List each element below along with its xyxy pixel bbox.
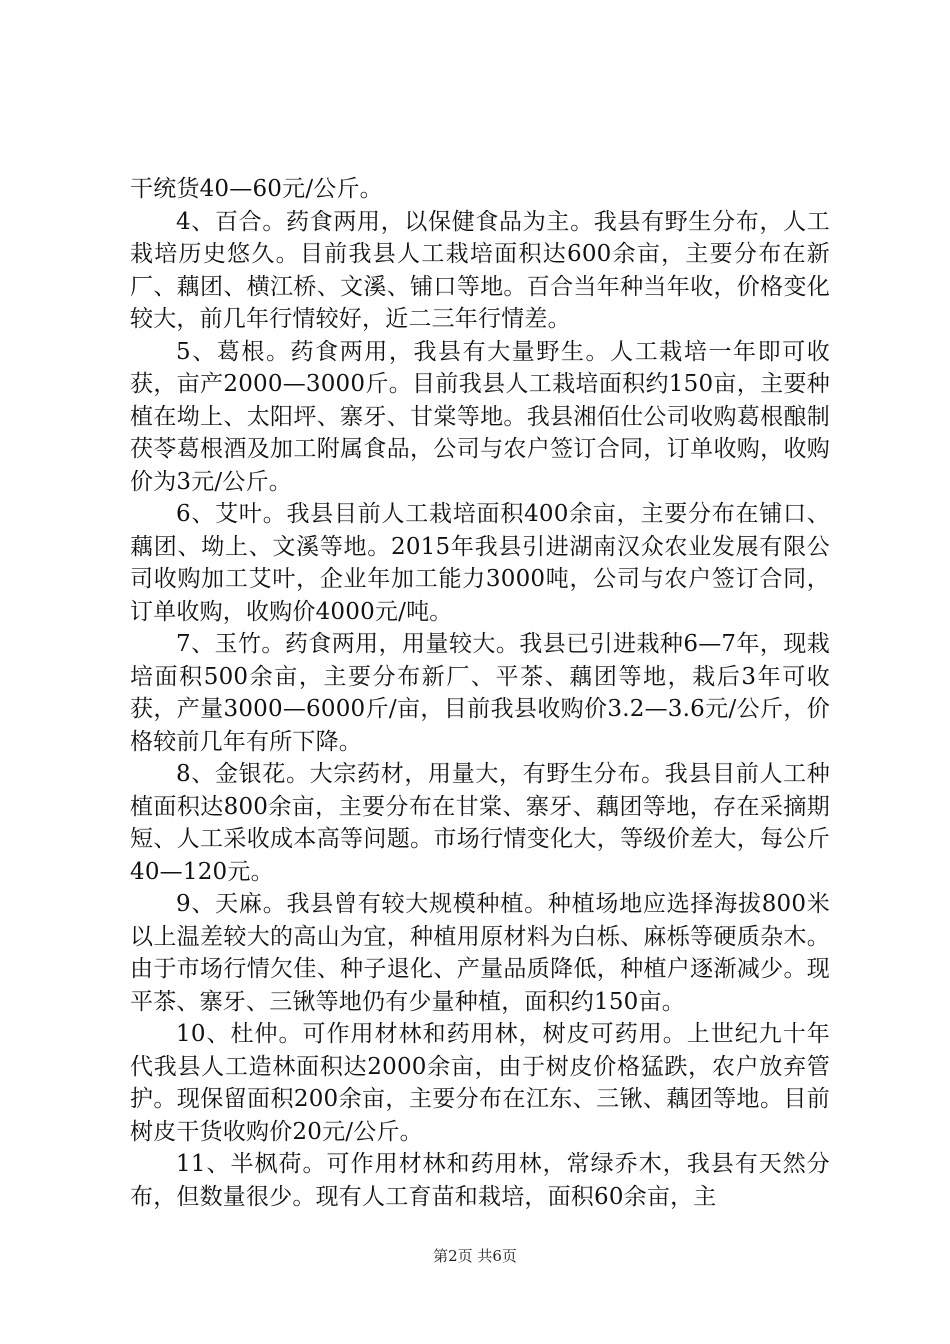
- paragraph-item-8-honeysuckle: 8、金银花。大宗药材，用量大，有野生分布。我县目前人工种植面积达800余亩，主要分布在甘棠、寨牙、藕团等地，存在采摘期短、人工采收成本高等问题。市场行情变化大，等级价差大，每公斤40—120元。: [130, 761, 830, 885]
- paragraph-item-7-polygonatum: 7、玉竹。药食两用，用量较大。我县已引进栽种6—7年，现栽培面积500余亩，主要分布新厂、平茶、藕团等地，栽后3年可收获，产量3000—6000斤/亩，目前我县收购价3.2—3.6元/公斤，价格较前几年有所下降。: [130, 631, 830, 755]
- paragraph-item-6-mugwort: 6、艾叶。我县目前人工栽培面积400余亩，主要分布在铺口、藕团、坳上、文溪等地。2015年我县引进湖南汉众农业发展有限公司收购加工艾叶，企业年加工能力3000吨，公司与农户签订合同，订单收购，收购价4000元/吨。: [130, 501, 830, 625]
- paragraph-item-4-lily: 4、百合。药食两用，以保健食品为主。我县有野生分布，人工栽培历史悠久。目前我县人工栽培面积达600余亩，主要分布在新厂、藕团、横江桥、文溪、铺口等地。百合当年种当年收，价格变化较大，前几年行情较好，近二三年行情差。: [130, 208, 830, 332]
- paragraph-item-11-semiliquidambar: 11、半枫荷。可作用材林和药用林，常绿乔木，我县有天然分布，但数量很少。现有人工育苗和栽培，面积60余亩，主: [130, 1151, 830, 1210]
- page-number-label: 第2页 共6页: [433, 1247, 517, 1265]
- page-footer: [0, 1245, 950, 1266]
- paragraph-item-5-kudzu: 5、葛根。药食两用，我县有大量野生。人工栽培一年即可收获，亩产2000—3000斤。目前我县人工栽培面积约150亩，主要种植在坳上、太阳坪、寨牙、甘棠等地。我县湘佰仕公司收购葛根酿制茯苓葛根酒及加工附属食品，公司与农户签订合同，订单收购，收购价为3元/公斤。: [130, 338, 830, 495]
- paragraph-continuation: 干统货40—60元/公斤。: [130, 176, 383, 202]
- paragraph-item-10-eucommia: 10、杜仲。可作用材林和药用林，树皮可药用。上世纪九十年代我县人工造林面积达2000余亩，由于树皮价格猛跌，农户放弃管护。现保留面积200余亩，主要分布在江东、三锹、藕团等地。目前树皮干货收购价20元/公斤。: [130, 1021, 830, 1145]
- paragraph-item-9-gastrodia: 9、天麻。我县曾有较大规模种植。种植场地应选择海拔800米以上温差较大的高山为宜，种植用原材料为白栎、麻栎等硬质杂木。由于市场行情欠佳、种子退化、产量品质降低，种植户逐渐减少。现平茶、寨牙、三锹等地仍有少量种植，面积约150亩。: [130, 891, 830, 1015]
- document-body: [130, 173, 830, 1213]
